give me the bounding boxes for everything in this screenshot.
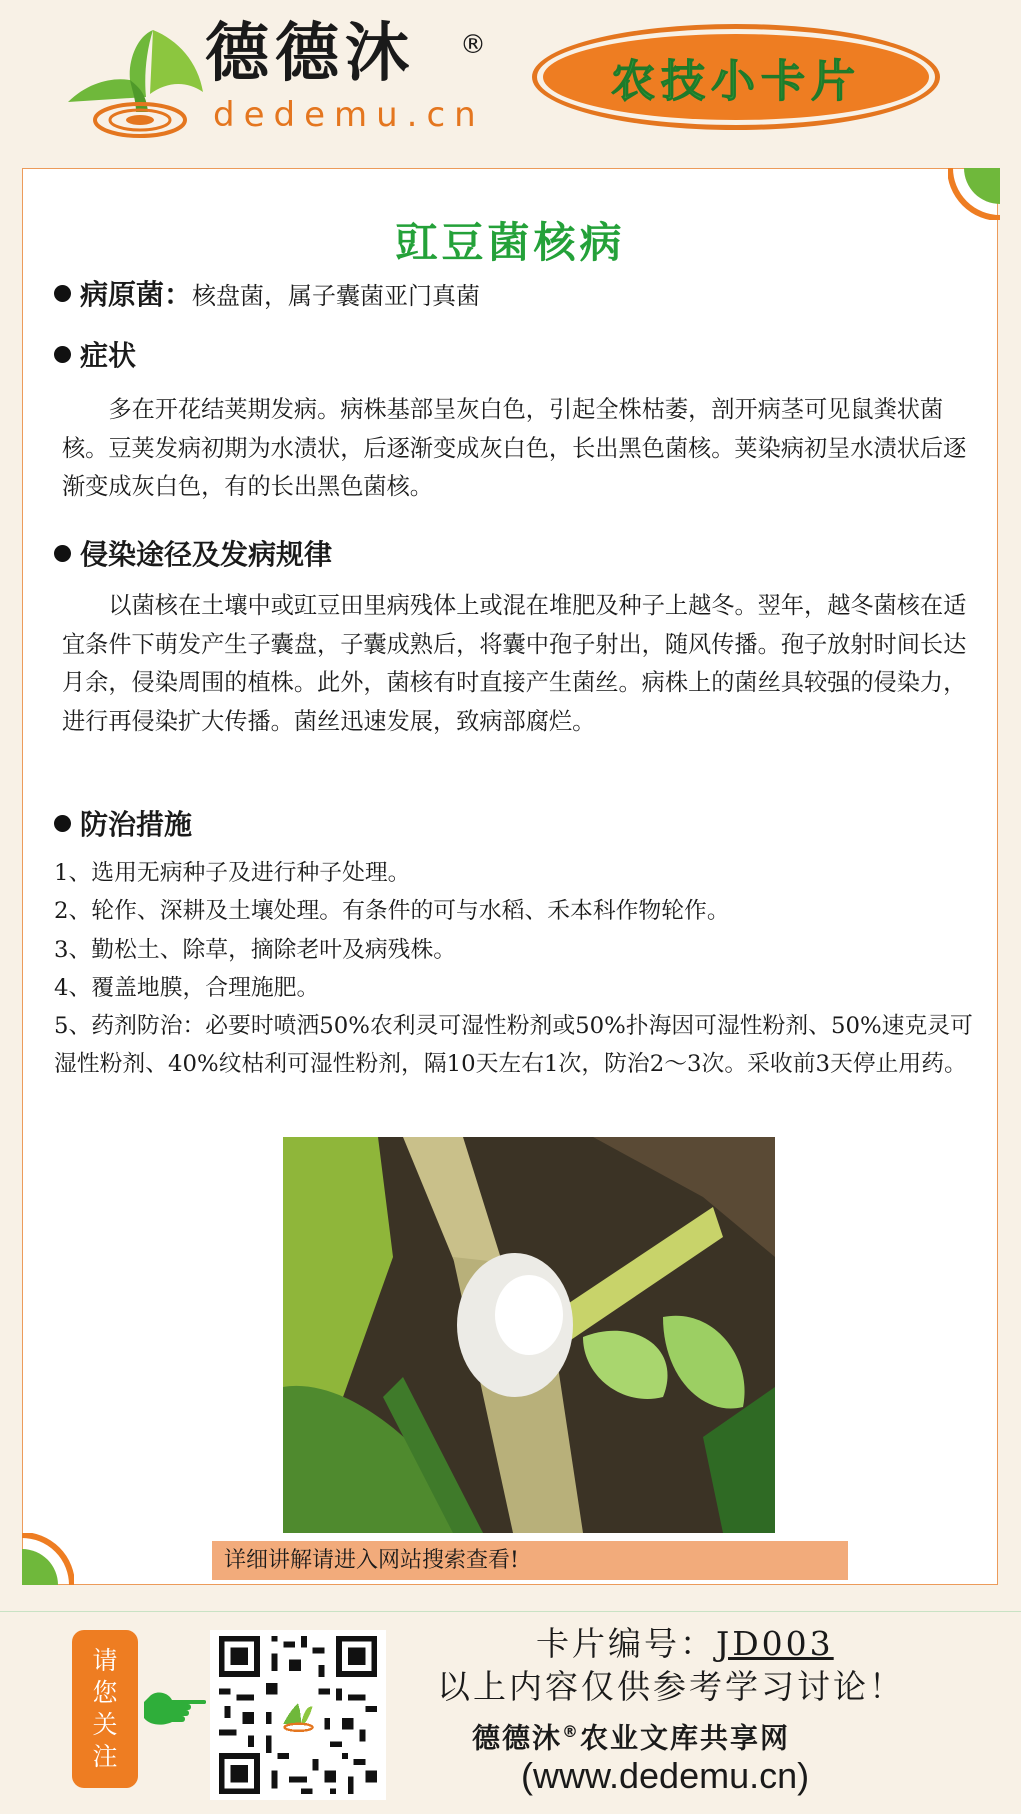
card-number: [536, 1622, 834, 1666]
follow-badge: 请 您 关 注: [72, 1630, 138, 1788]
qr-code[interactable]: [210, 1630, 386, 1800]
list-item: 1、选用无病种子及进行种子处理。: [54, 860, 411, 886]
list-item: 3、勤松土、除草，摘除老叶及病残株。: [54, 936, 457, 963]
page-title: 豇豆菌核病: [395, 218, 626, 267]
library-name: 德德沐®农业文库共享网: [472, 1721, 791, 1755]
list-item: 4、覆盖地膜，合理施肥。: [54, 974, 320, 1001]
pointing-hand-icon: [142, 1686, 206, 1728]
note-bar: 详细讲解请进入网站搜索查看!: [212, 1541, 848, 1580]
bullet-icon: [54, 545, 71, 562]
card-number-label: 卡片编号：: [536, 1624, 716, 1663]
list-item: 2、轮作、深耕及土壤处理。有条件的可与水稻、禾本科作物轮作。: [54, 898, 730, 925]
dedemu-logo: [58, 22, 208, 142]
card-badge-label: 农技小卡片: [611, 56, 861, 107]
bullet-icon: [54, 815, 71, 832]
control-measures-list: [54, 854, 974, 1084]
bullet-icon: [54, 285, 71, 302]
brand-url: dedemu.cn: [213, 95, 485, 135]
section-heading-control: 防治措施: [54, 805, 192, 845]
pathogen-text: 核盘菌，属子囊菌亚门真菌: [192, 282, 481, 310]
section-heading-infection: 侵染途径及发病规律: [54, 535, 332, 575]
registered-mark: ®: [460, 30, 486, 60]
pathogen-line: [54, 275, 480, 316]
section-body-infection: 以菌核在土壤中或豇豆田里病残体上或混在堆肥及种子上越冬。翌年，越冬菌核在适宜条件下萌发产生子囊盘，子囊成熟后，将囊中孢子射出，随风传播。孢子放射时间长达月余，侵染周围的植株。此外，菌核有时直接产生菌丝。病株上的菌丝具较强的侵染力，进行再侵染扩大传播。菌丝迅速发展，致病部腐烂。: [62, 592, 967, 735]
disclaimer: 以上内容仅供参考学习讨论！: [437, 1667, 905, 1706]
section-heading-symptoms: 症状: [54, 336, 136, 376]
disease-photo: [283, 1137, 775, 1533]
pathogen-label: 病原菌：: [80, 278, 193, 311]
card-number-value: JD003: [716, 1624, 834, 1663]
bullet-icon: [54, 346, 71, 363]
card-badge: [532, 24, 940, 130]
list-item: 5、药剂防治：必要时喷洒50%农利灵可湿性粉剂或50%扑海因可湿性粉剂、50%速克灵可湿性粉剂、40%纹枯利可湿性粉剂，隔10天左右1次，防治2～3次。采收前3天停止用药。: [54, 1013, 973, 1078]
site-url-link[interactable]: (www.dedemu.cn): [521, 1755, 810, 1796]
corner-decoration-bottom-left: [22, 1533, 74, 1585]
brand-name: 德德沐: [205, 17, 415, 91]
section-body-symptoms: 多在开花结荚期发病。病株基部呈灰白色，引起全株枯萎，剖开病茎可见鼠粪状菌核。豆荚发病初期为水渍状，后逐渐变成灰白色，长出黑色菌核。荚染病初呈水渍状后逐渐变成灰白色，有的长出黑色菌核。: [62, 396, 967, 500]
footer-divider: [0, 1611, 1021, 1612]
